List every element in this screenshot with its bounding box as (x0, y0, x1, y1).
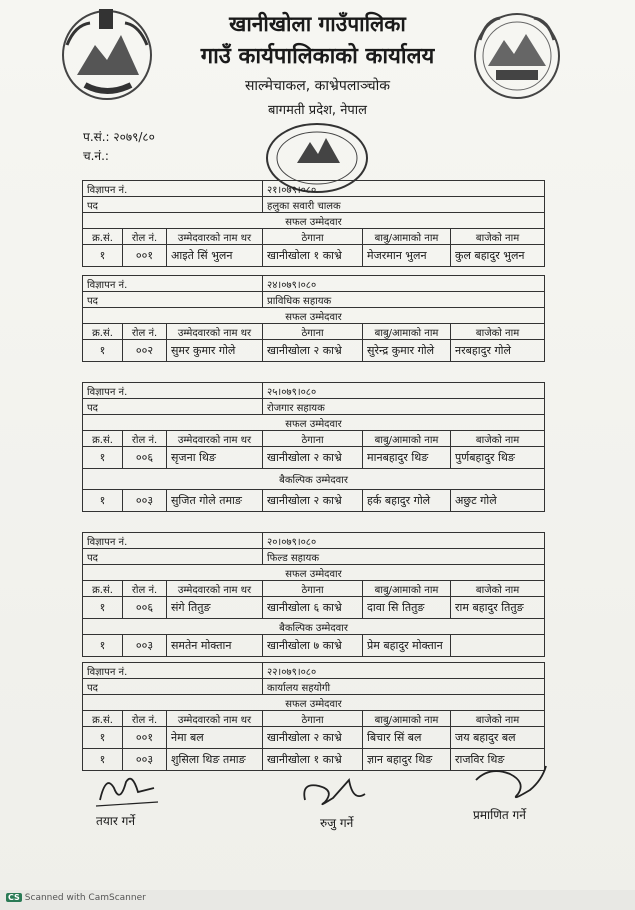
cell-address: खानीखोला २ काभ्रे (263, 340, 363, 362)
name-header: उम्मेदवारको नाम थर (167, 229, 263, 245)
post-value: प्राविधिक सहायक (263, 292, 545, 308)
vacancy-block (82, 532, 545, 657)
post-label: पद (83, 679, 263, 695)
cell-grandfather (451, 635, 545, 657)
ad-no-value: २४।०७९।०८० (263, 276, 545, 292)
address-header: ठेगाना (263, 581, 363, 597)
sn-header: क्र.सं. (83, 431, 123, 447)
municipality-title: खानीखोला गाउँपालिका (229, 12, 406, 36)
vacancy-block (82, 662, 545, 771)
cell-roll: ००६ (123, 447, 167, 469)
table-row (83, 340, 545, 362)
successful-heading: सफल उम्मेदवार (83, 415, 545, 431)
cell-grandfather: कुल बहादुर भुलन (451, 245, 545, 267)
cell-grandfather: राजविर थिङ (451, 749, 545, 771)
grandfather-header: बाजेको नाम (451, 324, 545, 340)
parent-header: बाबु/आमाको नाम (363, 324, 451, 340)
table-row (83, 447, 545, 469)
cell-sn: १ (83, 490, 123, 512)
post-value: रोजगार सहायक (263, 399, 545, 415)
table-row (83, 597, 545, 619)
successful-heading: सफल उम्मेदवार (83, 695, 545, 711)
name-header: उम्मेदवारको नाम थर (167, 324, 263, 340)
parent-header: बाबु/आमाको नाम (363, 431, 451, 447)
name-header: उम्मेदवारको नाम थर (167, 711, 263, 727)
post-label: पद (83, 197, 263, 213)
grandfather-header: बाजेको नाम (451, 229, 545, 245)
cell-name: सुजित गोले तमाङ (167, 490, 263, 512)
scanner-badge: CS (8, 893, 20, 902)
cell-address: खानीखोला ७ काभ्रे (263, 635, 363, 657)
ad-no-label: विज्ञापन नं. (83, 383, 263, 399)
cell-parent: ज्ञान बहादुर थिङ (363, 749, 451, 771)
post-label: पद (83, 549, 263, 565)
successful-heading: सफल उम्मेदवार (83, 565, 545, 581)
scanner-watermark (6, 893, 146, 903)
cell-sn: १ (83, 749, 123, 771)
cell-roll: ००३ (123, 490, 167, 512)
parent-header: बाबु/आमाको नाम (363, 229, 451, 245)
table-row (83, 245, 545, 267)
scanner-text: Scanned with CamScanner (24, 893, 146, 903)
ad-no-value: २५।०७९।०८० (263, 383, 545, 399)
cell-roll: ००२ (123, 340, 167, 362)
parent-header: बाबु/आमाको नाम (363, 581, 451, 597)
prepared-by-label: तयार गर्ने (96, 814, 136, 828)
address-header: ठेगाना (263, 431, 363, 447)
cell-address: खानीखोला २ काभ्रे (263, 447, 363, 469)
cell-roll: ००३ (123, 635, 167, 657)
alternate-heading: बैकल्पिक उम्मेदवार (83, 469, 545, 490)
table-row (83, 727, 545, 749)
cell-parent: हर्क बहादुर गोले (363, 490, 451, 512)
prepared-signature (92, 770, 162, 812)
cell-grandfather: राम बहादुर तितुङ (451, 597, 545, 619)
vacancy-block (82, 275, 545, 362)
cell-sn: १ (83, 635, 123, 657)
ad-no-value: २१।०७९।०८० (263, 181, 545, 197)
successful-heading: सफल उम्मेदवार (83, 308, 545, 324)
roll-header: रोल नं. (123, 229, 167, 245)
address-header: ठेगाना (263, 229, 363, 245)
roll-header: रोल नं. (123, 324, 167, 340)
ad-no-label: विज्ञापन नं. (83, 276, 263, 292)
cell-address: खानीखोला १ काभ्रे (263, 245, 363, 267)
cell-name: शुसिला थिङ तमाङ (167, 749, 263, 771)
cell-parent: बिचार सिं बल (363, 727, 451, 749)
cell-parent: सुरेन्द्र कुमार गोले (363, 340, 451, 362)
cell-roll: ००१ (123, 245, 167, 267)
ad-no-value: २०।०७९।०८० (263, 533, 545, 549)
post-value: हलुका सवारी चालक (263, 197, 545, 213)
cell-address: खानीखोला १ काभ्रे (263, 749, 363, 771)
cell-address: खानीखोला २ काभ्रे (263, 490, 363, 512)
address-header: ठेगाना (263, 711, 363, 727)
cell-grandfather: जय बहादुर बल (451, 727, 545, 749)
grandfather-header: बाजेको नाम (451, 711, 545, 727)
alternate-heading: बैकल्पिक उम्मेदवार (83, 619, 545, 635)
certified-by-label: प्रमाणित गर्ने (473, 808, 526, 822)
post-value: कार्यालय सहयोगी (263, 679, 545, 695)
office-title: गाउँ कार्यपालिकाको कार्यालय (200, 44, 435, 69)
reference-number: प.सं.: २०७९/८० (83, 130, 155, 144)
cell-grandfather: पुर्णबहादुर थिङ (451, 447, 545, 469)
roll-header: रोल नं. (123, 581, 167, 597)
name-header: उम्मेदवारको नाम थर (167, 581, 263, 597)
office-province: बागमती प्रदेश, नेपाल (268, 103, 367, 118)
cell-name: आइते सिं भुलन (167, 245, 263, 267)
ad-no-label: विज्ञापन नं. (83, 181, 263, 197)
cell-parent: प्रेम बहादुर मोक्तान (363, 635, 451, 657)
cell-grandfather: नरबहादुर गोले (451, 340, 545, 362)
ad-no-label: विज्ञापन नं. (83, 533, 263, 549)
parent-header: बाबु/आमाको नाम (363, 711, 451, 727)
sn-header: क्र.सं. (83, 711, 123, 727)
cell-parent: मानबहादुर थिङ (363, 447, 451, 469)
ad-no-value: २२।०७९।०८० (263, 663, 545, 679)
post-label: पद (83, 399, 263, 415)
checked-by-label: रुजु गर्ने (320, 816, 354, 830)
checked-signature (295, 772, 375, 812)
table-row (83, 490, 545, 512)
sn-header: क्र.सं. (83, 581, 123, 597)
cell-sn: १ (83, 245, 123, 267)
vacancy-block (82, 180, 545, 267)
name-header: उम्मेदवारको नाम थर (167, 431, 263, 447)
sn-header: क्र.सं. (83, 324, 123, 340)
table-row (83, 635, 545, 657)
cell-name: संगे तितुङ (167, 597, 263, 619)
cell-address: खानीखोला २ काभ्रे (263, 727, 363, 749)
cell-name: समतेन मोक्तान (167, 635, 263, 657)
cell-roll: ००१ (123, 727, 167, 749)
cell-name: सुमर कुमार गोले (167, 340, 263, 362)
cell-sn: १ (83, 340, 123, 362)
roll-header: रोल नं. (123, 431, 167, 447)
cell-parent: मेजरमान भुलन (363, 245, 451, 267)
post-label: पद (83, 292, 263, 308)
cell-name: नेमा बल (167, 727, 263, 749)
roll-header: रोल नं. (123, 711, 167, 727)
dispatch-number: च.नं.: (83, 149, 109, 163)
cell-roll: ००३ (123, 749, 167, 771)
cell-address: खानीखोला ६ काभ्रे (263, 597, 363, 619)
cell-name: सृजना थिङ (167, 447, 263, 469)
cell-parent: दावा सि तितुङ (363, 597, 451, 619)
cell-sn: १ (83, 597, 123, 619)
grandfather-header: बाजेको नाम (451, 581, 545, 597)
grandfather-header: बाजेको नाम (451, 431, 545, 447)
address-header: ठेगाना (263, 324, 363, 340)
cell-roll: ००६ (123, 597, 167, 619)
post-value: फिल्ड सहायक (263, 549, 545, 565)
vacancy-block (82, 382, 545, 512)
certified-signature (470, 760, 550, 805)
cell-sn: १ (83, 447, 123, 469)
sn-header: क्र.सं. (83, 229, 123, 245)
ad-no-label: विज्ञापन नं. (83, 663, 263, 679)
cell-grandfather: अछुट गोले (451, 490, 545, 512)
successful-heading: सफल उम्मेदवार (83, 213, 545, 229)
cell-sn: १ (83, 727, 123, 749)
office-address: साल्मेचाकल, काभ्रेपलाञ्चोक (244, 78, 391, 94)
